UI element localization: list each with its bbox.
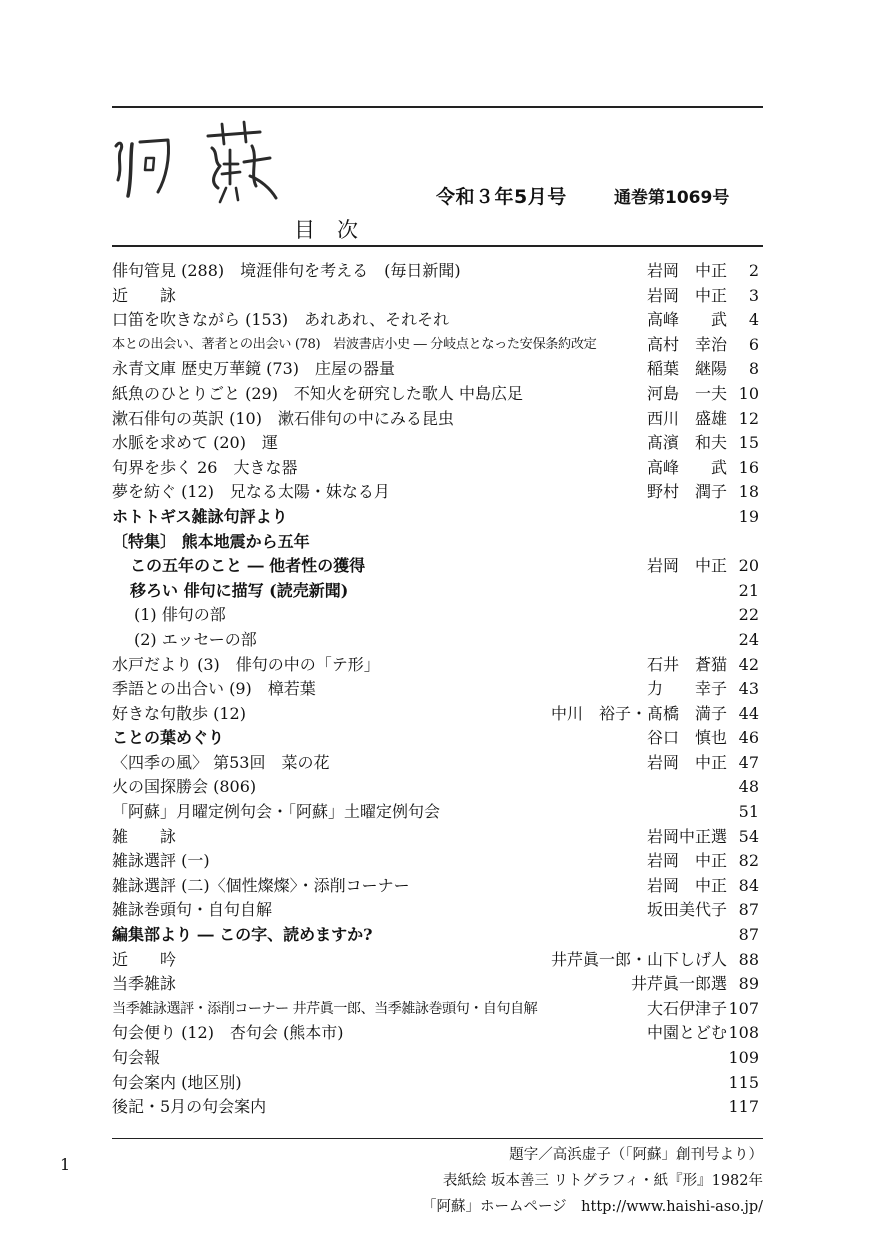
toc-row — [112, 702, 763, 727]
toc-author: 高村 幸治 — [646, 334, 727, 354]
toc-row — [112, 1046, 763, 1071]
toc-row — [112, 259, 763, 284]
toc-page-number: 6 — [748, 334, 759, 354]
title-calligraphy-credit: 題字／高浜虚子（「阿蘇」創刊号より） — [509, 1147, 763, 1163]
toc-row — [112, 505, 763, 530]
volume-number: 通巻第1069号 — [614, 188, 730, 208]
toc-row — [112, 775, 763, 800]
toc-title: 雑詠選評 (一) — [112, 851, 210, 871]
toc-page-number: 87 — [738, 925, 759, 945]
toc-title: 〔特集〕 熊本地震から五年 — [112, 531, 310, 551]
toc-row — [112, 456, 763, 481]
toc-row — [112, 579, 763, 604]
toc-row — [112, 628, 763, 653]
toc-page-number: 89 — [738, 974, 759, 994]
toc-page-number: 48 — [738, 777, 759, 797]
cover-art-credit: 表紙絵 坂本善三 リトグラフィ・紙『形』1982年 — [442, 1173, 763, 1189]
footer-rule — [112, 1138, 763, 1139]
toc-author: 中川 裕子・髙橋 満子 — [550, 703, 727, 723]
toc-row — [112, 677, 763, 702]
toc-author: 岩岡 中正 — [646, 556, 727, 576]
toc-page-number: 18 — [738, 482, 759, 502]
toc-title: ホトトギス雑詠句評より — [112, 506, 288, 526]
toc-title: 本との出会い、著者との出会い (78) 岩波書店小史 ― 分岐点となった安保条約改定 — [112, 336, 597, 352]
toc-page-number: 109 — [728, 1048, 759, 1067]
page-number: 1 — [60, 1155, 71, 1174]
toc-page-number: 87 — [738, 900, 759, 920]
toc-title: 句界を歩く 26 大きな器 — [112, 457, 298, 477]
toc-author: 井芹眞一郎・山下しげ人 — [550, 949, 727, 969]
toc-page-number: 21 — [738, 580, 759, 600]
toc-row — [112, 874, 763, 899]
toc-author: 大石伊津子 — [646, 998, 727, 1018]
homepage-link[interactable]: 「阿蘇」ホームページ http://www.haishi-aso.jp/ — [421, 1199, 763, 1215]
toc-title: 「阿蘇」月曜定例句会・「阿蘇」土曜定例句会 — [112, 802, 441, 822]
footer-credits — [422, 1142, 763, 1220]
toc-title: この五年のこと ― 他者性の獲得 — [130, 556, 366, 576]
toc-author: 坂田美代子 — [646, 900, 727, 920]
toc-title: 俳句管見 (288) 境涯俳句を考える (毎日新聞) — [112, 261, 461, 280]
toc-row — [112, 407, 763, 432]
toc-title: 移ろい 俳句に描写 (読売新聞) — [130, 580, 349, 600]
calligraphy-logo — [110, 118, 290, 208]
toc-title: 句会報 — [112, 1048, 161, 1067]
toc-row — [112, 382, 763, 407]
contents-heading: 目次 — [294, 218, 380, 242]
toc-page-number: 47 — [738, 752, 759, 772]
toc-row — [112, 530, 763, 555]
toc-row — [112, 825, 763, 850]
toc-author: 高峰 武 — [646, 310, 727, 330]
toc-author: 稲葉 継陽 — [646, 359, 727, 379]
toc-page-number: 20 — [738, 556, 759, 576]
toc-page-number: 19 — [738, 506, 759, 526]
toc-title: 編集部より ― この字、読めますか? — [112, 925, 373, 945]
toc-title: 句会案内 (地区別) — [112, 1072, 242, 1092]
toc-author: 髙濱 和夫 — [646, 433, 727, 453]
toc-page-number: 107 — [728, 998, 759, 1018]
toc-author: 岩岡 中正 — [646, 285, 727, 305]
toc-row — [112, 653, 763, 678]
toc-page-number: 4 — [748, 310, 759, 330]
toc-author: 岩岡 中正 — [646, 851, 727, 871]
toc-row — [112, 948, 763, 973]
toc-row — [112, 726, 763, 751]
toc-title: 当季雑詠選評・添削コーナー 井芹眞一郎、当季雑詠巻頭句・自句自解 — [112, 1000, 538, 1017]
toc-author: 中園とどむ — [646, 1023, 727, 1043]
toc-row — [112, 554, 763, 579]
toc-title: 〈四季の風〉 第53回 菜の花 — [112, 752, 330, 772]
toc-page-number: 115 — [728, 1072, 759, 1092]
toc-row — [112, 972, 763, 997]
toc-row — [112, 480, 763, 505]
toc-title: 好きな句散歩 (12) — [112, 703, 246, 723]
toc-title: 永青文庫 歴史万華鏡 (73) 庄屋の器量 — [112, 359, 396, 379]
toc-page-number: 46 — [738, 728, 759, 748]
toc-author: 高峰 武 — [646, 457, 727, 477]
toc-page-number: 51 — [738, 802, 759, 822]
toc-page-number: 24 — [738, 629, 759, 649]
toc-row — [112, 1071, 763, 1096]
toc-author: 谷口 慎也 — [646, 728, 727, 748]
toc-row — [112, 333, 763, 358]
toc-row — [112, 603, 763, 628]
contents-rule — [112, 245, 763, 247]
toc-row — [112, 849, 763, 874]
toc-author: 野村 潤子 — [646, 482, 727, 502]
top-rule — [112, 106, 763, 108]
toc-title: 雑詠巻頭句・自句自解 — [112, 900, 273, 920]
toc-page-number: 16 — [738, 457, 759, 477]
toc-page-number: 108 — [728, 1023, 759, 1043]
toc-page-number: 10 — [738, 383, 759, 403]
toc-author: 西川 盛雄 — [646, 408, 727, 428]
toc-page-number: 15 — [738, 433, 759, 453]
toc-title: 雑 詠 — [112, 826, 177, 846]
toc-title: 句会便り (12) 杏句会 (熊本市) — [112, 1023, 344, 1043]
toc-row — [112, 751, 763, 776]
toc-page-number: 42 — [738, 654, 759, 674]
toc-page-number: 82 — [738, 851, 759, 871]
toc-title: 口笛を吹きながら (153) あれあれ、それそれ — [112, 310, 450, 330]
toc-page-number: 88 — [738, 949, 759, 969]
toc-author: 岩岡 中正 — [646, 261, 727, 280]
toc-row — [112, 431, 763, 456]
toc-page-number: 44 — [738, 703, 759, 723]
toc-page-number: 3 — [748, 285, 759, 305]
toc-author: 岩岡 中正 — [646, 752, 727, 772]
toc-page-number: 43 — [738, 679, 759, 699]
toc-row — [112, 923, 763, 948]
toc-title: (1) 俳句の部 — [134, 605, 226, 625]
toc-title: 近 吟 — [112, 949, 177, 969]
toc-title: 漱石俳句の英訳 (10) 漱石俳句の中にみる昆虫 — [112, 408, 454, 428]
toc-page-number: 54 — [738, 826, 759, 846]
toc-title: (2) エッセーの部 — [134, 629, 257, 649]
toc-title: 夢を紡ぐ (12) 兄なる太陽・妹なる月 — [112, 482, 390, 502]
toc-row — [112, 997, 763, 1022]
toc-title: 水脈を求めて (20) 運 — [112, 433, 278, 453]
toc-title: ことの葉めぐり — [112, 728, 225, 748]
toc-title: 紙魚のひとりごと (29) 不知火を研究した歌人 中島広足 — [112, 383, 524, 403]
toc-title: 当季雑詠 — [112, 974, 177, 994]
toc-row — [112, 1021, 763, 1046]
toc-page-number: 117 — [728, 1097, 759, 1117]
toc-title: 雑詠選評 (二)〈個性燦燦〉・添削コーナー — [112, 875, 410, 895]
toc-row — [112, 357, 763, 382]
toc-row — [112, 800, 763, 825]
toc-row — [112, 284, 763, 309]
toc-author: 力 幸子 — [646, 679, 727, 699]
toc-page-number: 22 — [738, 605, 759, 625]
toc-page-number: 2 — [748, 261, 759, 280]
toc-author: 河島 一夫 — [646, 383, 727, 403]
toc-author: 石井 蒼猫 — [646, 654, 727, 674]
toc-row — [112, 1095, 763, 1120]
aso-calligraphy-logo — [110, 118, 290, 208]
toc-title: 後記・5月の句会案内 — [112, 1097, 267, 1117]
toc-title: 火の国探勝会 (806) — [112, 777, 257, 797]
table-of-contents — [112, 259, 763, 1120]
toc-row — [112, 308, 763, 333]
toc-title: 季語との出合い (9) 樟若葉 — [112, 679, 316, 699]
toc-title: 水戸だより (3) 俳句の中の「テ形」 — [112, 654, 380, 674]
toc-page-number: 8 — [748, 359, 759, 379]
toc-author: 岩岡 中正 — [646, 875, 727, 895]
toc-author: 岩岡中正選 — [646, 826, 727, 846]
toc-author: 井芹眞一郎選 — [630, 974, 727, 994]
toc-title: 近 詠 — [112, 285, 177, 305]
toc-page-number: 84 — [738, 875, 759, 895]
issue-date: 令和３年5月号 — [436, 186, 567, 208]
toc-page-number: 12 — [738, 408, 759, 428]
toc-row — [112, 898, 763, 923]
